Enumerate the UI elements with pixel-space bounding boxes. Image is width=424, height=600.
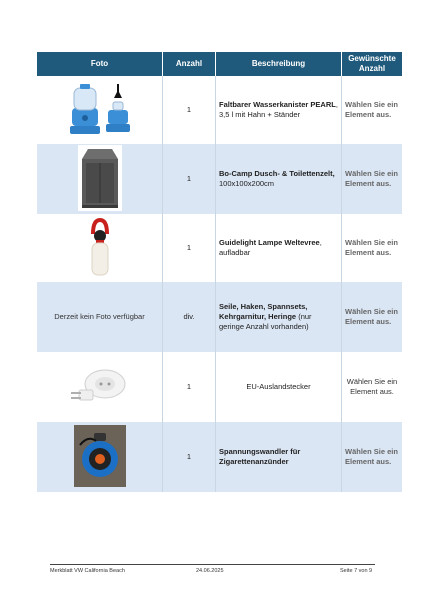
header-desired-line1: Gewünschte xyxy=(348,54,396,63)
table-row xyxy=(37,422,402,492)
description-text: , 3,5 l mit Hahn + Ständer xyxy=(219,100,338,119)
description-cell xyxy=(216,282,342,352)
qty-cell: 1 xyxy=(163,422,216,492)
description-cell xyxy=(216,76,342,144)
table-header-row xyxy=(37,52,402,76)
description-bold: Faltbarer Wasserkanister PEARL xyxy=(219,100,336,109)
equipment-table xyxy=(37,52,402,492)
header-quantity: Anzahl xyxy=(163,52,216,76)
desired-quantity-dropdown[interactable]: Wählen Sie ein Element aus. xyxy=(342,214,403,282)
description-cell xyxy=(216,422,342,492)
lamp-image xyxy=(85,216,115,278)
desired-quantity-dropdown[interactable]: Wählen Sie ein Element aus. xyxy=(342,282,403,352)
qty-cell: 1 xyxy=(163,76,216,144)
table-row xyxy=(37,144,402,214)
footer-divider xyxy=(50,564,375,565)
footer-document-title: Merkblatt VW California Beach xyxy=(50,568,125,574)
description-text: 100x100x200cm xyxy=(219,179,275,188)
qty-cell: 1 xyxy=(163,214,216,282)
footer-page-number: Seite 7 von 9 xyxy=(340,568,373,574)
qty-cell: div. xyxy=(163,282,216,352)
shower-tent-image xyxy=(78,145,122,211)
eu-plug-image xyxy=(69,364,131,408)
voltage-converter-image xyxy=(74,425,126,487)
table-row xyxy=(37,76,402,144)
header-photo: Foto xyxy=(37,52,163,76)
desired-quantity-dropdown[interactable]: Wählen Sie ein Element aus. xyxy=(342,144,403,214)
photo-cell xyxy=(37,352,163,422)
header-desired-quantity xyxy=(342,52,403,76)
header-desired-line2: Anzahl xyxy=(358,64,386,73)
description-cell: EU-Auslandstecker xyxy=(216,352,342,422)
qty-cell: 1 xyxy=(163,144,216,214)
description-text: (nur geringe Anzahl vorhanden) xyxy=(219,312,312,331)
table-row xyxy=(37,352,402,422)
description-bold: Seile, Haken, Spannsets, Kehrgarnitur, Heringe xyxy=(219,302,308,321)
table-row xyxy=(37,214,402,282)
table-row xyxy=(37,282,402,352)
photo-cell xyxy=(37,76,163,144)
description-bold: Bo-Camp Dusch- & Toilettenzelt, xyxy=(219,169,335,178)
qty-cell: 1 xyxy=(163,352,216,422)
no-photo-text: Derzeit kein Foto verfügbar xyxy=(37,282,163,352)
description-text: , aufladbar xyxy=(219,238,322,257)
description-bold: Guidelight Lampe Weltevree xyxy=(219,238,320,247)
header-description: Beschreibung xyxy=(216,52,342,76)
footer-date: 24.06.2025 xyxy=(196,568,224,574)
water-canister-image xyxy=(68,80,132,138)
description-cell xyxy=(216,144,342,214)
desired-quantity-dropdown[interactable]: Wählen Sie ein Element aus. xyxy=(342,352,403,422)
photo-cell xyxy=(37,214,163,282)
description-bold: Spannungswandler für Zigarettenanzünder xyxy=(219,447,301,466)
description-cell xyxy=(216,214,342,282)
photo-cell xyxy=(37,144,163,214)
desired-quantity-dropdown[interactable]: Wählen Sie ein Element aus. xyxy=(342,76,403,144)
desired-quantity-dropdown[interactable]: Wählen Sie ein Element aus. xyxy=(342,422,403,492)
photo-cell xyxy=(37,422,163,492)
